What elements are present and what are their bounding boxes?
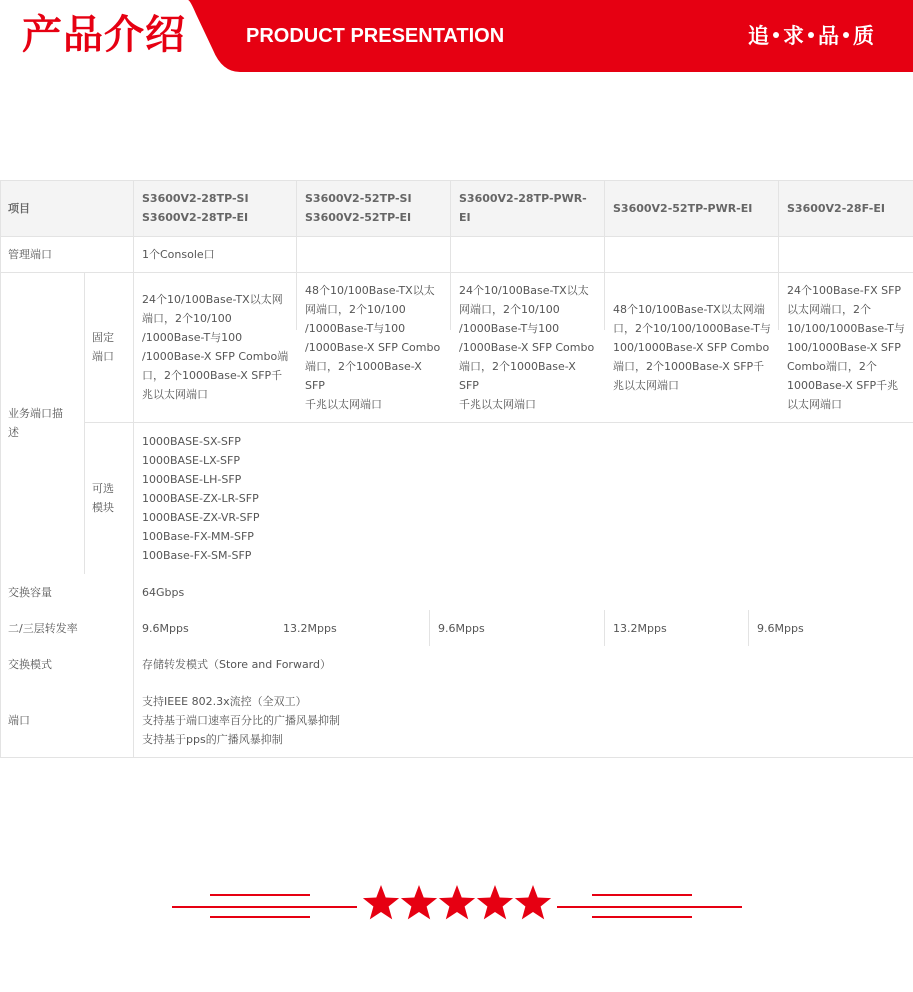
grid-line <box>0 757 913 758</box>
grid-line <box>0 272 913 273</box>
grid-line <box>604 610 605 646</box>
header-model-5 <box>779 180 913 236</box>
cell-text: 64Gbps <box>142 585 185 599</box>
fixed-ports-model-5 <box>779 272 913 422</box>
header-model-label: S3600V2-28TP-SI S3600V2-28TP-EI <box>142 192 249 224</box>
grid-line <box>778 180 779 330</box>
cell-text: 48个10/100Base-TX以太 网端口，2个10/100 /1000Base-T与100 /1000Base-X SFP Combo 端口，2个1000Base-X SFP 千兆以太网端口 <box>305 283 441 411</box>
forwarding-model-3 <box>430 610 605 646</box>
grid-line <box>296 180 297 330</box>
fixed-ports-model-3 <box>451 272 605 422</box>
grid-line <box>84 272 85 574</box>
header-model-label: S3600V2-52TP-SI S3600V2-52TP-EI <box>305 192 412 224</box>
divider-lines-right <box>557 894 742 918</box>
grid-line <box>604 180 605 330</box>
forwarding-model-5 <box>749 610 913 646</box>
header-item-label: 项目 <box>8 201 30 215</box>
row-mode-value <box>134 646 913 682</box>
row-optional-label <box>84 422 134 574</box>
grid-line <box>84 422 913 423</box>
cell-text: 固定 端口 <box>92 331 114 363</box>
row-mgmt-value <box>134 236 913 272</box>
row-capacity-label <box>0 574 134 610</box>
row-service-label <box>0 272 84 574</box>
slogan-char: 求 <box>783 24 804 48</box>
banner-title-cn: 产品介绍 <box>22 12 186 58</box>
banner-slogan <box>748 18 874 52</box>
cell-text: 24个10/100Base-TX以太 网端口，2个10/100 /1000Base-T与100 /1000Base-X SFP Combo 端口，2个1000Base-X SFP 千兆以太网端口 <box>459 283 595 411</box>
fixed-ports-model-1 <box>134 272 297 422</box>
cell-text: 交换容量 <box>8 585 52 599</box>
cell-text: 48个10/100Base-TX以太网端 口，2个10/100/1000Base-T与 100/1000Base-X SFP Combo 端口，2个1000Base-X SFP千 兆以太网端口 <box>613 302 771 392</box>
star-icon <box>515 885 551 919</box>
row-capacity-value <box>134 574 913 610</box>
row-mgmt-label <box>0 236 134 272</box>
star-row <box>363 885 551 919</box>
grid-line <box>0 180 913 181</box>
optional-modules <box>134 422 913 574</box>
spec-table <box>0 180 913 758</box>
star-divider <box>172 878 744 928</box>
header-model-label: S3600V2-52TP-PWR-EI <box>613 201 753 215</box>
forwarding-model-2 <box>275 610 430 646</box>
cell-text: 9.6Mpps <box>757 621 804 635</box>
slogan-char: 品 <box>818 24 839 48</box>
divider-lines-left <box>172 894 357 918</box>
cell-text: 24个10/100Base-TX以太网 端口，2个10/100 /1000Base-T与100 /1000Base-X SFP Combo端 口，2个1000Base-X SFP千 兆以太网端口 <box>142 293 289 401</box>
row-port-value <box>134 682 913 758</box>
cell-text: 可选 模块 <box>92 482 114 514</box>
star-icon <box>363 885 399 919</box>
header-model-1 <box>134 180 297 236</box>
cell-text: 9.6Mpps <box>438 621 485 635</box>
row-port-label <box>0 682 134 758</box>
cell-text: 9.6Mpps <box>142 621 189 635</box>
cell-text: 存储转发模式（Store and Forward） <box>142 657 331 671</box>
row-fixed-label <box>84 272 134 422</box>
cell-text: 1000BASE-SX-SFP 1000BASE-LX-SFP 1000BASE-LH-SFP 1000BASE-ZX-LR-SFP 1000BASE-ZX-VR-SFP 100Base-FX-MM-SFP 100Base-FX-SM-SFP <box>142 434 260 562</box>
header-model-label: S3600V2-28TP-PWR-EI <box>459 192 587 224</box>
cell-text: 支持IEEE 802.3x流控（全双工） 支持基于端口速率百分比的广播风暴抑制 支持基于pps的广播风暴抑制 <box>142 694 340 746</box>
grid-line <box>133 180 134 758</box>
forwarding-model-1 <box>134 610 275 646</box>
header-model-4 <box>605 180 779 236</box>
cell-text: 端口 <box>8 713 30 727</box>
grid-line <box>429 610 430 646</box>
fixed-ports-model-2 <box>297 272 451 422</box>
cell-text: 13.2Mpps <box>613 621 667 635</box>
cell-text: 交换模式 <box>8 657 52 671</box>
product-banner <box>0 0 913 72</box>
row-mode-label <box>0 646 134 682</box>
grid-line <box>450 180 451 330</box>
header-model-3 <box>451 180 605 236</box>
cell-text: 13.2Mpps <box>283 621 337 635</box>
cell-text: 二/三层转发率 <box>8 621 78 635</box>
cell-text: 业务端口描 述 <box>8 407 63 439</box>
cell-text: 管理端口 <box>8 247 52 261</box>
banner-title-en: PRODUCT PRESENTATION <box>246 25 505 47</box>
star-icon <box>401 885 437 919</box>
cell-text: 1个Console口 <box>142 247 215 261</box>
star-icon <box>439 885 475 919</box>
slogan-char: 质 <box>853 24 874 48</box>
header-model-2 <box>297 180 451 236</box>
grid-line <box>748 610 749 646</box>
forwarding-model-4 <box>605 610 749 646</box>
fixed-ports-model-4 <box>605 272 779 422</box>
grid-line <box>0 180 1 758</box>
star-icon <box>477 885 513 919</box>
header-item <box>0 180 134 236</box>
slogan-dot-icon <box>808 32 814 38</box>
slogan-dot-icon <box>843 32 849 38</box>
cell-text: 24个100Base-FX SFP 以太网端口，2个 10/100/1000Base-T与 100/1000Base-X SFP Combo端口，2个 1000Base-X SFP千兆 以太网端口 <box>787 283 905 411</box>
slogan-dot-icon <box>773 32 779 38</box>
grid-line <box>0 236 913 237</box>
header-model-label: S3600V2-28F-EI <box>787 201 885 215</box>
slogan-char: 追 <box>748 24 769 48</box>
row-forwarding-label <box>0 610 134 646</box>
